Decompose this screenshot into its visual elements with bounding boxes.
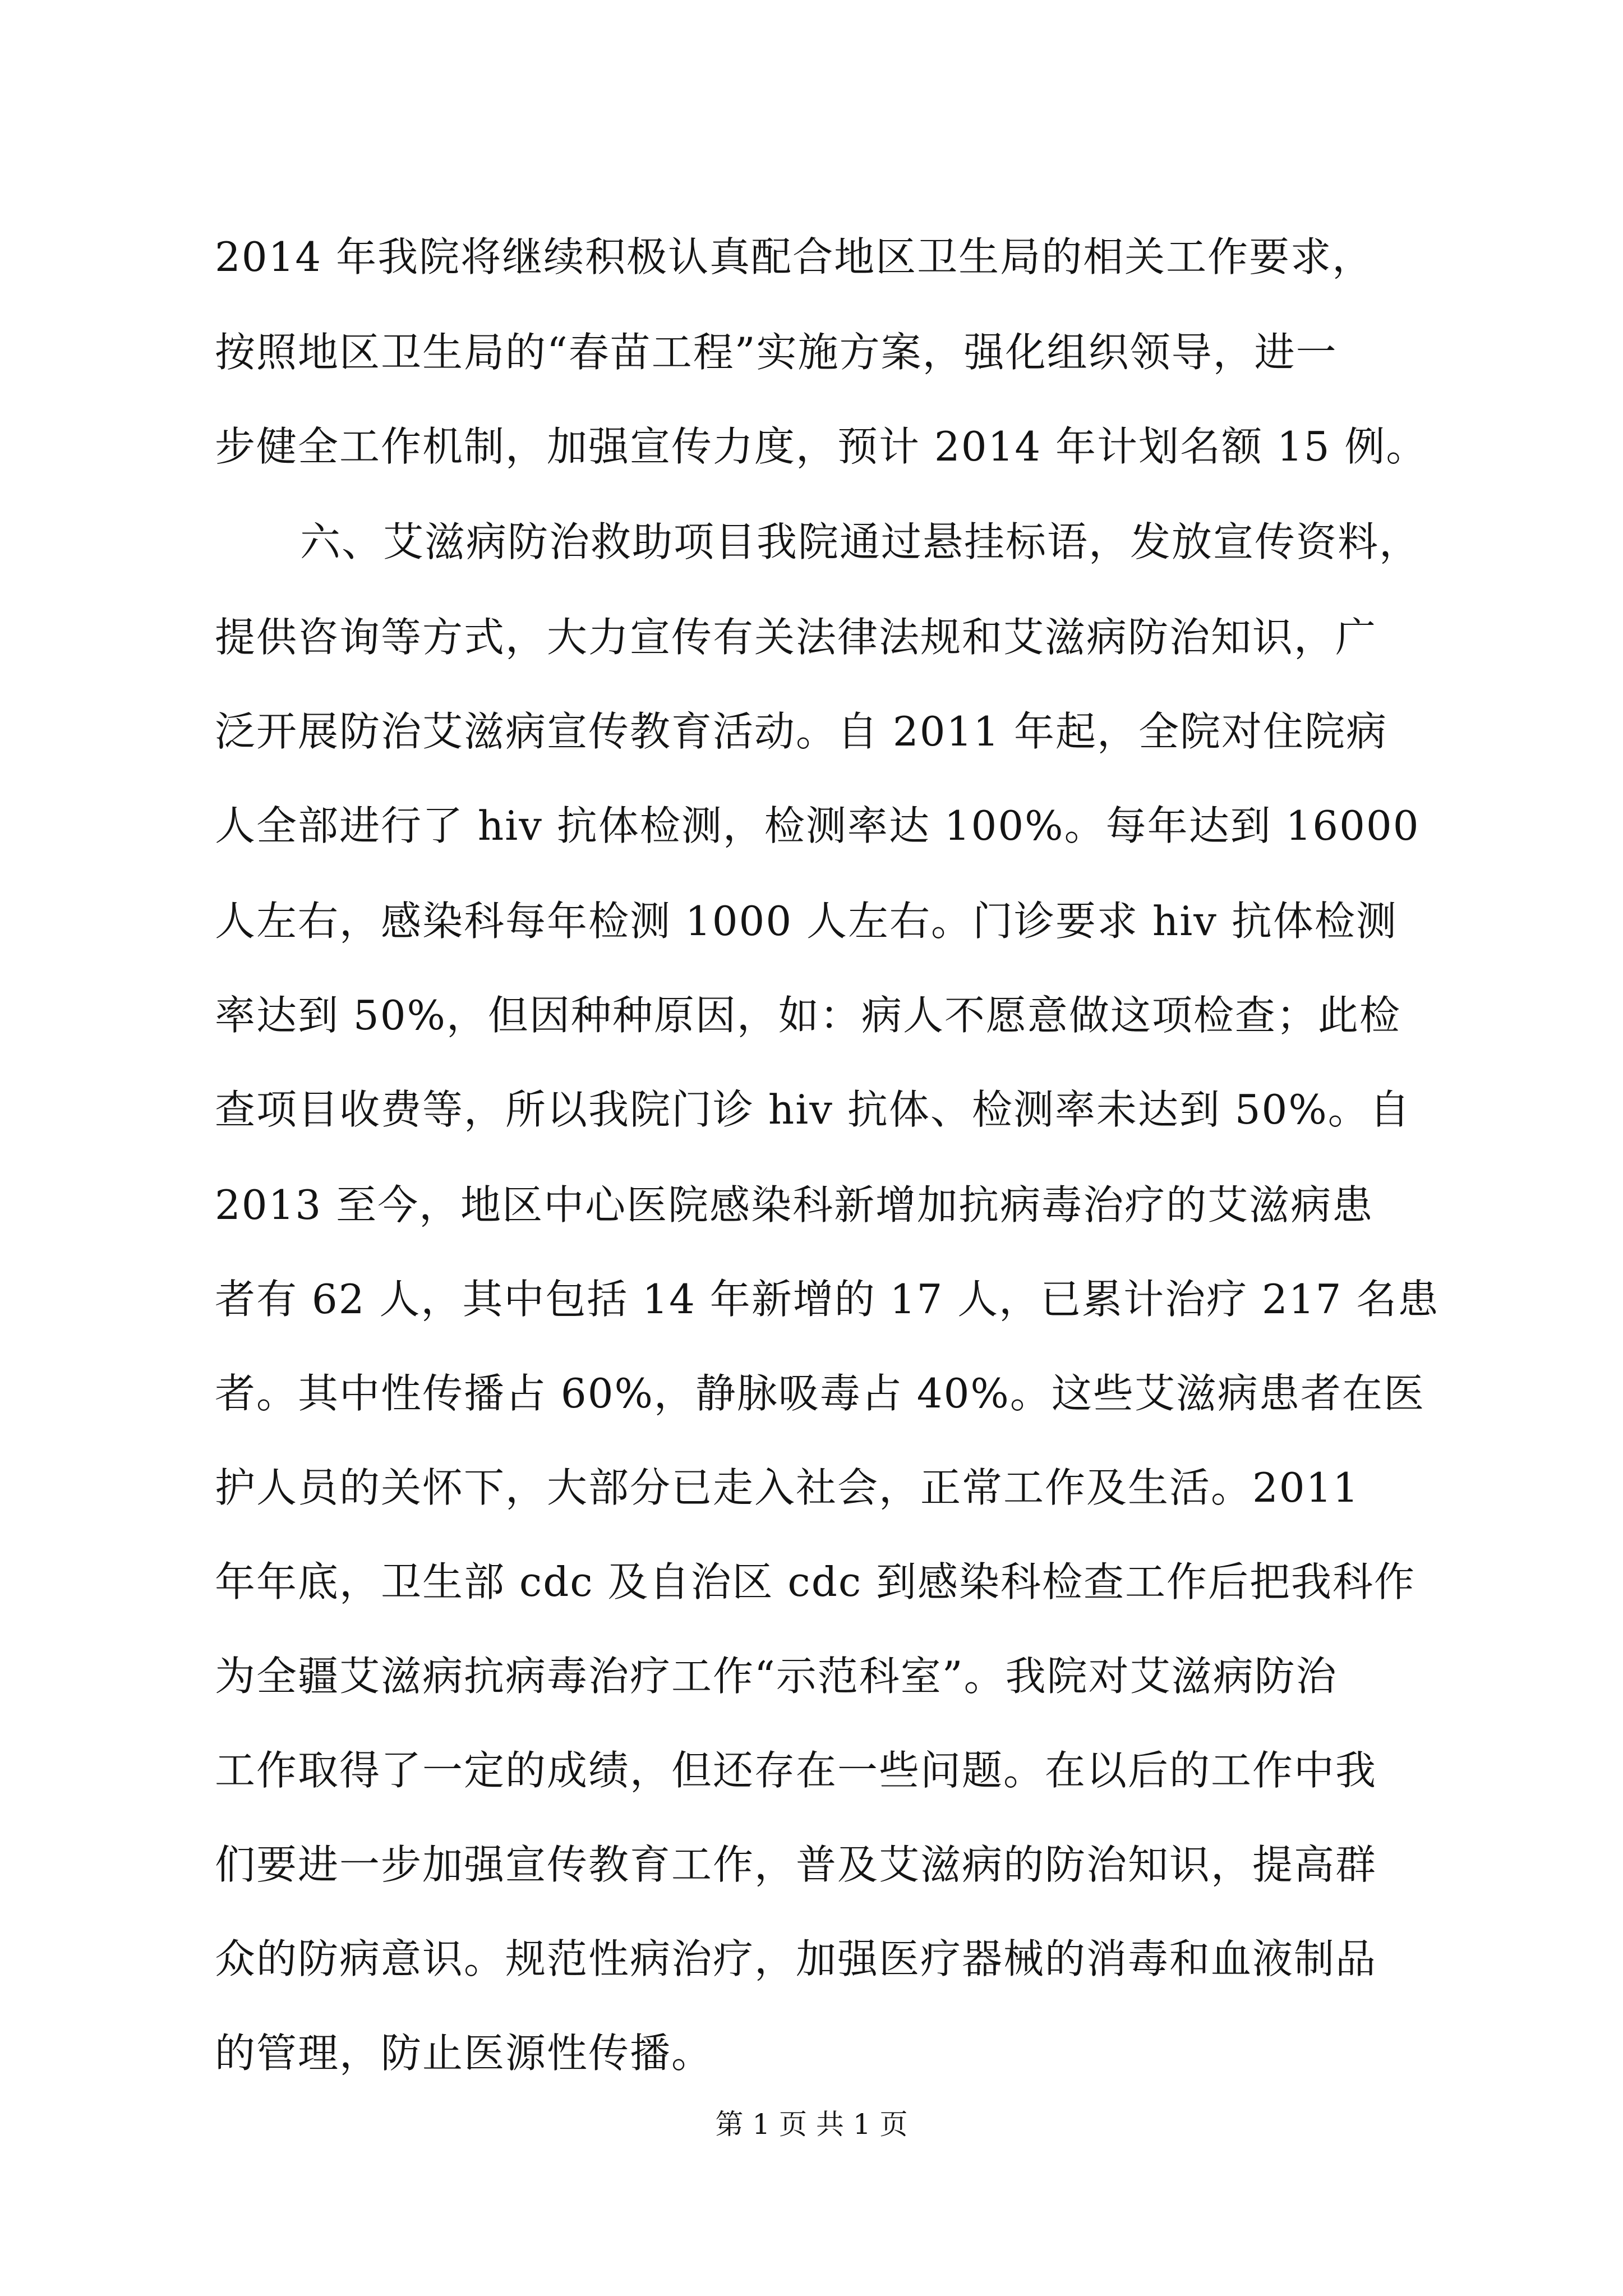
paragraph-2-line-11: 护人员的关怀下，大部分已走入社会，正常工作及生活。2011	[215, 1464, 1360, 1511]
paragraph-1-line-1: 2014 年我院将继续积极认真配合地区卫生局的相关工作要求，	[215, 233, 1374, 280]
paragraph-2-line-14: 工作取得了一定的成绩，但还存在一些问题。在以后的工作中我	[215, 1747, 1377, 1794]
paragraph-2-line-17: 的管理，防止医源性传播。	[215, 2030, 713, 2077]
paragraph-1-line-2: 按照地区卫生局的“春苗工程”实施方案，强化组织领导，进一	[215, 329, 1338, 376]
paragraph-2-line-2: 提供咨询等方式，大力宣传有关法律法规和艾滋病防治知识，广	[215, 614, 1377, 661]
paragraph-2-line-1: 六、艾滋病防治救助项目我院通过悬挂标语，发放宣传资料，	[300, 518, 1421, 565]
paragraph-2-line-16: 众的防病意识。规范性病治疗，加强医疗器械的消毒和血液制品	[215, 1935, 1377, 1982]
paragraph-1-line-3: 步健全工作机制，加强宣传力度，预计 2014 年计划名额 15 例。	[215, 423, 1428, 470]
paragraph-2-line-6: 率达到 50%，但因种种原因，如：病人不愿意做这项检查；此检	[215, 992, 1401, 1039]
paragraph-2-line-13: 为全疆艾滋病抗病毒治疗工作“示范科室”。我院对艾滋病防治	[215, 1653, 1338, 1700]
paragraph-2-line-10: 者。其中性传播占 60%，静脉吸毒占 40%。这些艾滋病患者在医	[215, 1370, 1425, 1417]
paragraph-2-line-9: 者有 62 人，其中包括 14 年新增的 17 人，已累计治疗 217 名患	[215, 1276, 1440, 1323]
paragraph-2-line-12: 年年底，卫生部 cdc 及自治区 cdc 到感染科检查工作后把我科作	[215, 1558, 1416, 1605]
paragraph-2-line-5: 人左右，感染科每年检测 1000 人左右。门诊要求 hiv 抗体检测	[215, 898, 1398, 945]
paragraph-2-line-8: 2013 至今，地区中心医院感染科新增加抗病毒治疗的艾滋病患	[215, 1181, 1374, 1228]
paragraph-2-line-3: 泛开展防治艾滋病宣传教育活动。自 2011 年起，全院对住院病	[215, 708, 1388, 755]
paragraph-2-line-15: 们要进一步加强宣传教育工作，普及艾滋病的防治知识，提高群	[215, 1841, 1377, 1888]
paragraph-2-line-4: 人全部进行了 hiv 抗体检测，检测率达 100%。每年达到 16000	[215, 802, 1420, 849]
page-number-footer: 第 1 页 共 1 页	[715, 2108, 908, 2141]
paragraph-2-line-7: 查项目收费等，所以我院门诊 hiv 抗体、检测率未达到 50%。自	[215, 1086, 1411, 1133]
